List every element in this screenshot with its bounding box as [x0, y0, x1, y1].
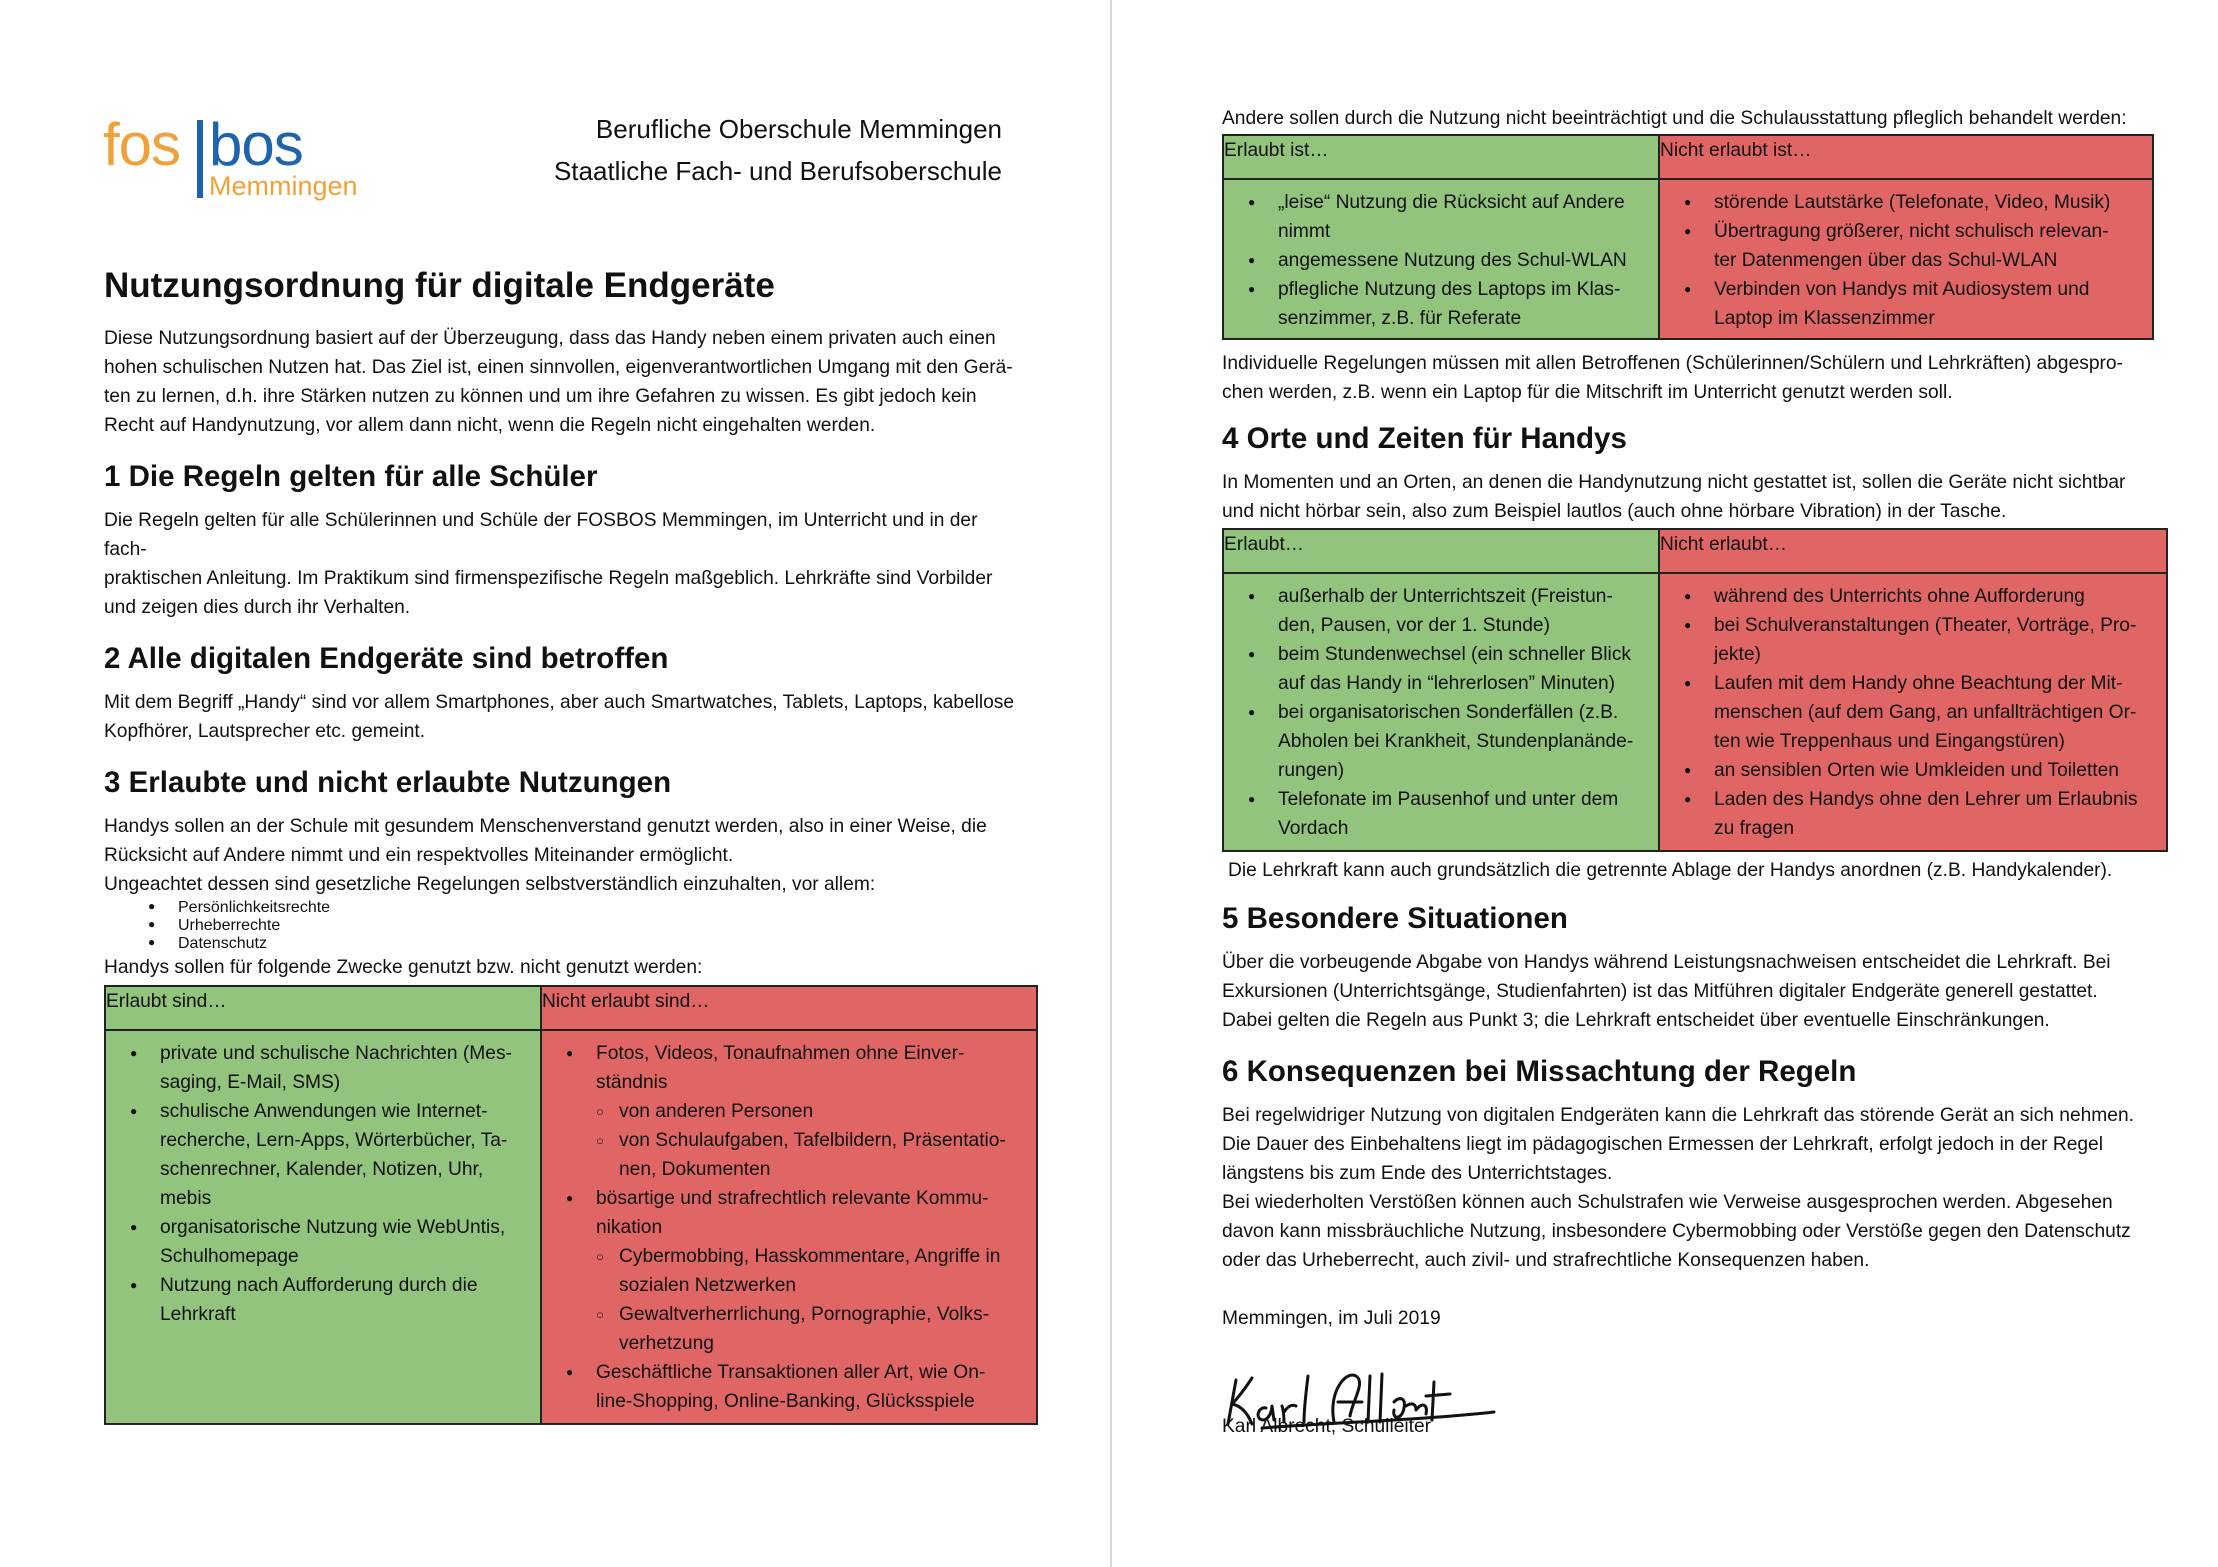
section-3-heading: 3 Erlaubte und nicht erlaubte Nutzungen [104, 766, 672, 799]
text-line: Ungeachtet dessen sind gesetzliche Regelungen selbstverständlich einzuhalten, vor allem: [104, 874, 876, 895]
text-line: und nicht hörbar sein, also zum Beispiel lautlos (auch ohne hörbare Vibration) in der Tasche. [1222, 501, 2007, 522]
school-name [554, 108, 1002, 192]
text-line: Diese Nutzungsordnung basiert auf der Überzeugung, dass das Handy neben einem privaten auch einen [104, 328, 996, 349]
text-line: oder das Urheberrecht, auch zivil- und strafrechtliche Konsequenzen haben. [1222, 1250, 1870, 1271]
right-page [1114, 0, 2218, 1567]
text-line: Rücksicht auf Andere nimmt und ein respektvolles Miteinander ermöglicht. [104, 845, 734, 866]
places-times-table [1222, 528, 2168, 852]
list-item: ● Datenschutz [104, 935, 1016, 953]
list-item: ● Laufen mit dem Handy ohne Beachtung der Mit- menschen (auf dem Gang, an unfallträchtigen Or- ten wie Treppenhaus und Eingangstüren) [1640, 669, 2158, 756]
text-line: Die Regeln gelten für alle Schülerinnen und Schüle der FOSBOS Memmingen, im Unterricht und in der fach- [104, 510, 978, 560]
text-line: ten zu lernen, d.h. ihre Stärken nutzen zu können und um ihre Gefahren zu wissen. Es gibt jedoch kein [104, 386, 977, 407]
intro-paragraph [104, 324, 1024, 440]
section-2-heading: 2 Alle digitalen Endgeräte sind betroffen [104, 642, 669, 675]
text-line: In Momenten und an Orten, an denen die Handynutzung nicht gestattet ist, sollen die Geräte nicht sichtbar [1222, 472, 2126, 493]
list-item: ● an sensiblen Orten wie Umkleiden und Toiletten [1640, 756, 2158, 785]
list-item: ● störende Lautstärke (Telefonate, Video, Musik) [1640, 188, 2144, 217]
logo-subtitle: Memmingen [209, 171, 358, 201]
text-line: praktischen Anleitung. Im Praktikum sind firmenspezifische Regeln maßgeblich. Lehrkräfte sind Vorbilder [104, 568, 993, 589]
text-line: hohen schulischen Nutzen hat. Das Ziel ist, einen sinnvollen, eigenverantwortlichen Umgang mit den Gerä- [104, 357, 1013, 378]
signatory-name: Karl Albrecht, Schulleiter [1222, 1416, 1432, 1437]
logo-bos-text: bos [209, 111, 303, 178]
list-item: ● bei organisatorischen Sonderfällen (z.B. Abholen bei Krankheit, Stundenplanände- rungen) [1204, 698, 1650, 785]
text-line: Mit dem Begriff „Handy“ sind vor allem Smartphones, aber auch Smartwatches, Tablets, Laptops, kabellose [104, 692, 1015, 713]
conduct-allowed-cell [1223, 179, 1659, 339]
section-6-heading: 6 Konsequenzen bei Missachtung der Regeln [1222, 1055, 1857, 1088]
places-forbidden-header: Nicht erlaubt… [1659, 529, 2167, 573]
places-allowed-cell [1223, 573, 1659, 851]
school-name-line1: Berufliche Oberschule Memmingen [595, 114, 1002, 144]
text-line: chen werden, z.B. wenn ein Laptop für die Mitschrift im Unterricht genutzt werden soll. [1222, 382, 1953, 403]
list-item: ● beim Stundenwechsel (ein schneller Blick auf das Handy in “lehrerlosen” Minuten) [1204, 640, 1650, 698]
text-line: Individuelle Regelungen müssen mit allen Betroffenen (Schülerinnen/Schülern und Lehrkräften) abgespro- [1222, 353, 2123, 374]
storage-note: Die Lehrkraft kann auch grundsätzlich die getrennte Ablage der Handys anordnen (z.B. Handykalender). [1228, 860, 2113, 881]
text-line: längstens bis zum Ende des Unterrichtstages. [1222, 1163, 1613, 1184]
list-item: ● angemessene Nutzung des Schul-WLAN [1204, 246, 1650, 275]
list-item: ● schulische Anwendungen wie Internet- recherche, Lern-Apps, Wörterbücher, Ta- schenrechner, Kalender, Notizen, Uhr, mebis [86, 1097, 532, 1213]
text-line: davon kann missbräuchliche Nutzung, insbesondere Cybermobbing oder Verstöße gegen den Datenschutz [1222, 1221, 2131, 1242]
conduct-allowed-header: Erlaubt ist… [1223, 135, 1659, 179]
section-1-body [104, 506, 1024, 622]
conduct-table [1222, 134, 2154, 340]
logo-bar [197, 120, 203, 198]
list-item: ● organisatorische Nutzung wie WebUntis, Schulhomepage [86, 1213, 532, 1271]
list-item: ● Verbinden von Handys mit Audiosystem und Laptop im Klassenzimmer [1640, 275, 2144, 333]
list-item: ● Urheberrechte [104, 917, 1016, 935]
sub-list-item: ○ von anderen Personen [596, 1097, 1028, 1126]
section-1-heading: 1 Die Regeln gelten für alle Schüler [104, 460, 598, 493]
document-title: Nutzungsordnung für digitale Endgeräte [104, 266, 775, 305]
usage-forbidden-header: Nicht erlaubt sind… [541, 986, 1037, 1030]
section-2-body [104, 688, 1024, 746]
text-line: Handys sollen an der Schule mit gesundem Menschenverstand genutzt werden, also in einer Weise, die [104, 816, 987, 837]
list-item: ● Geschäftliche Transaktionen aller Art, wie On- line-Shopping, Online-Banking, Glücksspiele [522, 1358, 1028, 1416]
school-logo [103, 108, 383, 208]
place-date: Memmingen, im Juli 2019 [1222, 1308, 1441, 1329]
individual-rules [1222, 349, 2182, 407]
signature-image [1222, 1362, 1502, 1442]
list-item: ● Nutzung nach Aufforderung durch die Lehrkraft [86, 1271, 532, 1329]
school-name-line2: Staatliche Fach- und Berufsoberschule [553, 156, 1002, 186]
sub-list-item: ○ Gewaltverherrlichung, Pornographie, Volks- verhetzung [596, 1300, 1028, 1358]
list-item: ● private und schulische Nachrichten (Mes- saging, E-Mail, SMS) [86, 1039, 532, 1097]
list-item: ● bei Schulveranstaltungen (Theater, Vorträge, Pro- jekte) [1640, 611, 2158, 669]
text-line: Bei regelwidriger Nutzung von digitalen Endgeräten kann die Lehrkraft das störende Gerät an sich nehmen. [1222, 1105, 2134, 1126]
places-allowed-header: Erlaubt… [1223, 529, 1659, 573]
list-item: ● „leise“ Nutzung die Rücksicht auf Andere nimmt [1204, 188, 1650, 246]
section-5-heading: 5 Besondere Situationen [1222, 902, 1568, 935]
list-item: ● außerhalb der Unterrichtszeit (Freistun- den, Pausen, vor der 1. Stunde) [1204, 582, 1650, 640]
table-intro: Handys sollen für folgende Zwecke genutzt bzw. nicht genutzt werden: [104, 957, 703, 978]
section-6-body [1222, 1101, 2182, 1275]
text-line: und zeigen dies durch ihr Verhalten. [104, 597, 411, 618]
page-divider [1110, 0, 1112, 1567]
section-3-body [104, 812, 1024, 982]
places-forbidden-cell [1659, 573, 2167, 851]
text-line: Die Dauer des Einbehaltens liegt im pädagogischen Ermessen der Lehrkraft, erfolgt jedoch in der Regel [1222, 1134, 2103, 1155]
usage-table [104, 985, 1038, 1425]
text-line: Über die vorbeugende Abgabe von Handys während Leistungsnachweisen entscheidet die Lehrkraft. Bei [1222, 952, 2111, 973]
text-line: Dabei gelten die Regeln aus Punkt 3; die Lehrkraft entscheidet über eventuelle Einschränkungen. [1222, 1010, 2050, 1031]
text-line: Exkursionen (Unterrichtsgänge, Studienfahrten) ist das Mitführen digitaler Endgeräte generell gestattet. [1222, 981, 2098, 1002]
usage-forbidden-cell [541, 1030, 1037, 1424]
sub-list-item: ○ von Schulaufgaben, Tafelbildern, Präsentatio- nen, Dokumenten [596, 1126, 1028, 1184]
text-line: Bei wiederholten Verstößen können auch Schulstrafen wie Verweise ausgesprochen werden. Abgesehen [1222, 1192, 2113, 1213]
section-5-body [1222, 948, 2182, 1035]
section-4-body [1222, 468, 2182, 526]
text-line: Recht auf Handynutzung, vor allem dann nicht, wenn die Regeln nicht eingehalten werden. [104, 415, 876, 436]
list-item: ● Übertragung größerer, nicht schulisch relevan- ter Datenmengen über das Schul-WLAN [1640, 217, 2144, 275]
list-item: ● pflegliche Nutzung des Laptops im Klas- senzimmer, z.B. für Referate [1204, 275, 1650, 333]
laws-list [104, 899, 1024, 953]
list-item: ● Fotos, Videos, Tonaufnahmen ohne Einver- ständnis ○ von anderen Personen ○ von Schulaufgaben, Tafelbildern, Präsentatio- nen, Dokumenten [522, 1039, 1028, 1184]
table2-intro: Andere sollen durch die Nutzung nicht beeinträchtigt und die Schulausstattung pfleglich behandelt werden: [1222, 108, 2127, 129]
conduct-forbidden-cell [1659, 179, 2153, 339]
usage-allowed-cell [105, 1030, 541, 1424]
list-item: ● während des Unterrichts ohne Aufforderung [1640, 582, 2158, 611]
usage-allowed-header: Erlaubt sind… [105, 986, 541, 1030]
conduct-forbidden-header: Nicht erlaubt ist… [1659, 135, 2153, 179]
section-4-heading: 4 Orte und Zeiten für Handys [1222, 422, 1627, 455]
list-item: ● Telefonate im Pausenhof und unter dem Vordach [1204, 785, 1650, 843]
list-item: ● Persönlichkeitsrechte [104, 899, 1016, 917]
sub-list-item: ○ Cybermobbing, Hasskommentare, Angriffe in sozialen Netzwerken [596, 1242, 1028, 1300]
list-item: ● Laden des Handys ohne den Lehrer um Erlaubnis zu fragen [1640, 785, 2158, 843]
logo-fos-text: fos [103, 111, 181, 178]
list-item: ● bösartige und strafrechtlich relevante Kommu- nikation ○ Cybermobbing, Hasskommentare, Angriffe in sozialen Netzwerken ○ Gewaltverherrlichung, Pornographie, Volks- verhetzung [522, 1184, 1028, 1358]
text-line: Kopfhörer, Lautsprecher etc. gemeint. [104, 721, 426, 742]
